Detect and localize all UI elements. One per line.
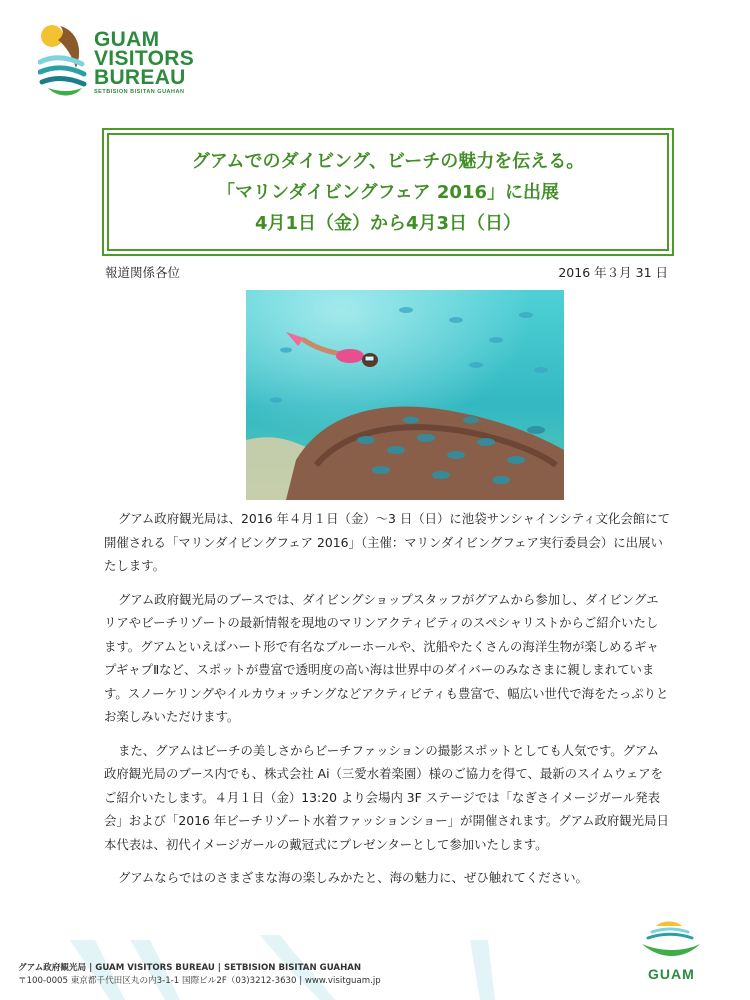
- release-date: 2016 年３月 31 日: [558, 265, 668, 280]
- body-paragraph-4: グアムならではのさまざまな海の楽しみかたと、海の魅力に、ぜひ触れてください。: [118, 870, 588, 885]
- logo-line-guam: GUAM: [94, 28, 160, 51]
- logo-wordmark: [94, 30, 194, 96]
- logo-tagline: SETBISION BISITAN GUAHAN: [94, 89, 185, 95]
- logo-emblem-icon: [38, 22, 98, 100]
- logo-line-bureau: BUREAU: [94, 66, 186, 89]
- snorkeler-coral-image: [246, 290, 564, 500]
- footer-organization: グアム政府観光局 | GUAM VISITORS BUREAU | SETBISION BISITAN GUAHAN: [18, 963, 362, 973]
- press-release-body: [104, 507, 670, 900]
- recipient-label: 報道関係各位: [105, 265, 181, 280]
- headline-line-2: 「マリンダイビングフェア 2016」に出展: [216, 181, 560, 203]
- footer-address: 〒100-0005 東京都千代田区丸の内3-1-1 国際ビル2F（03)3212-3630 | www.visitguam.jp: [18, 975, 381, 986]
- guam-mark-word: GUAM: [648, 966, 695, 982]
- headline-line-1: グアムでのダイビング、ビーチの魅力を伝える。: [191, 150, 585, 172]
- headline-box: [107, 133, 669, 251]
- body-paragraph-1: グアム政府観光局は、2016 年４月１日（金）～3 日（日）に池袋サンシャインシティ文化会館にて開催される「マリンダイビングフェア 2016」（主催：マリンダイビングフェア実行委員会）に出展いたします。: [104, 511, 670, 573]
- underwater-photo: [246, 290, 564, 500]
- footer: [18, 962, 381, 987]
- headline-line-3: 4月1日（金）から4月3日（日）: [254, 212, 522, 234]
- guam-visitors-bureau-logo: [38, 22, 195, 100]
- logo-line-visitors: VISITORS: [94, 47, 195, 70]
- body-paragraph-2: グアム政府観光局のブースでは、ダイビングショップスタッフがグアムから参加し、ダイビングエリアやビーチリゾートの最新情報を現地のマリンアクティビティのスペシャリストからご紹介いたします。グアムといえばハート形で有名なブルーホールや、沈船やたくさんの海洋生物が楽しめるギャプギャプⅡなど、スポットが豊富で透明度の高い海は世界中のダイバーのみなさまに親しまれています。スノーケリングやイルカウォッチングなどアクティビティも豊富で、幅広い世代で海をたっぷりとお楽しみいただけます。: [104, 591, 669, 724]
- body-paragraph-3: また、グアムはビーチの美しさからビーチファッションの撮影スポットとしても人気です。グアム政府観光局のブース内でも、株式会社 Ai（三愛水着楽園）様のご協力を得て、最新のスイムウェアをご紹介いたします。４月１日（金）13:20 より会場内 3F ステージでは「なぎさイメージガール発表会」および「2016 年ビーチリゾート水着ファッションショー」が開催されます。グアム政府観光局日本代表は、初代イメージガールの戴冠式にプレゼンターとして参加いたします。: [104, 742, 669, 852]
